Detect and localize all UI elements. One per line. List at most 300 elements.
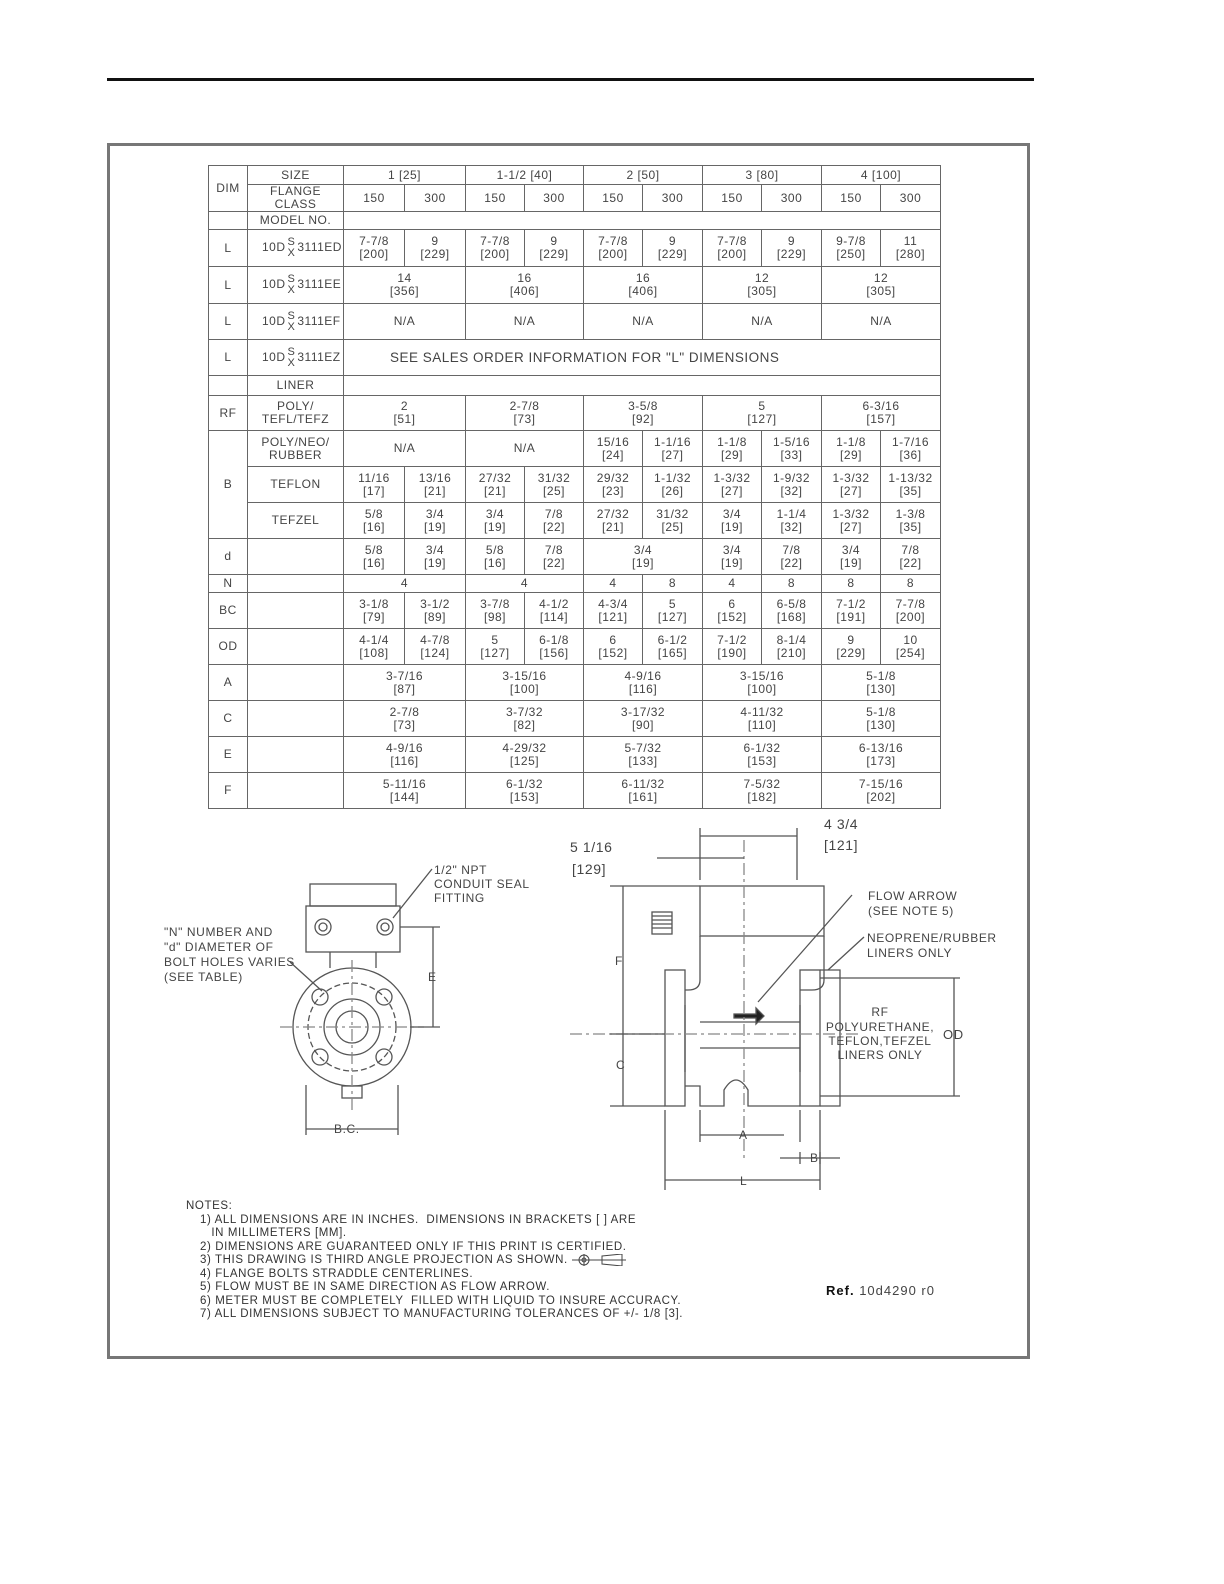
table-cell (466, 267, 584, 304)
cell-line: [200] (598, 247, 628, 261)
blank (248, 701, 344, 737)
dim-od: OD (209, 629, 248, 665)
table-cell: 4 (584, 575, 643, 593)
cell-line: [24] (602, 447, 625, 462)
cell-line: 5 (491, 632, 499, 647)
table-cell (466, 539, 525, 575)
table-cell (881, 629, 941, 665)
dim-od-label: OD (943, 1027, 964, 1042)
table-cell (643, 503, 703, 539)
note-line: 4) FLANGE BOLTS STRADDLE CENTERLINES. (200, 1267, 474, 1280)
dim-d: d (209, 539, 248, 575)
dim-a-label: A (739, 1128, 748, 1142)
cell-line: 14 (397, 271, 412, 285)
dim-e: E (209, 737, 248, 773)
cell-line: 3-7/16 (385, 668, 424, 683)
table-cell (405, 539, 466, 575)
cell-line: 9 (431, 234, 439, 248)
cell-line: 3-1/2 (420, 596, 450, 611)
table-cell (881, 503, 941, 539)
table-cell (466, 701, 584, 737)
bolt-hole (376, 1049, 392, 1065)
table-cell (881, 230, 941, 267)
cell-line: [25] (543, 483, 566, 498)
cell-line: [116] (390, 753, 419, 768)
cell-line: [200] (480, 247, 510, 261)
cell-line: 31/32 (656, 506, 689, 521)
cell-line: 4-3/4 (598, 596, 628, 611)
class-col: 300 (643, 185, 703, 212)
cell-line: 1-1/32 (654, 470, 692, 485)
table-row (209, 267, 941, 304)
cell-line: 7-5/32 (743, 776, 781, 791)
table-row (209, 212, 941, 230)
cell-line: 6-1/2 (657, 632, 688, 647)
table-cell (643, 467, 703, 503)
cell-line: 6-1/32 (505, 776, 544, 791)
cell-line: 13/16 (418, 470, 452, 485)
cell-line: 1-3/32 (713, 470, 751, 485)
cell-line: [173] (866, 753, 896, 768)
blank (248, 737, 344, 773)
table-cell (584, 431, 643, 467)
cell-line: 4-11/32 (740, 704, 784, 719)
cell-line: [130] (866, 681, 896, 696)
cell-line: [161] (628, 789, 658, 804)
dim-f: F (209, 773, 248, 809)
blank (248, 593, 344, 629)
table-cell: 8 (762, 575, 822, 593)
cell-line: 7-7/8 (480, 234, 510, 248)
class-col: 150 (822, 185, 881, 212)
table-cell (525, 593, 584, 629)
cell-line: 10 (903, 632, 918, 647)
table-cell (822, 665, 941, 701)
cell-line: [100] (747, 681, 777, 696)
class-col: 150 (344, 185, 405, 212)
cell-line: [19] (721, 555, 744, 570)
table-row (209, 376, 941, 396)
liner-tefzel: TEFZEL (248, 503, 344, 539)
cell-line: 29/32 (596, 470, 630, 485)
table-cell (881, 593, 941, 629)
table-cell: N/A (822, 304, 941, 340)
cell-line: [114] (539, 609, 569, 624)
cell-line: 9 (787, 234, 796, 248)
cell-line: 3-5/8 (628, 399, 658, 413)
model-number: 10D S X 3111EZ (248, 340, 344, 376)
table-cell: N/A (703, 304, 822, 340)
cell-line: 3-15/16 (502, 668, 547, 683)
cell-line: [26] (661, 483, 684, 498)
cell-line: [191] (836, 609, 866, 624)
cell-line: 5-7/32 (624, 740, 662, 755)
dim-b-label: B (810, 1151, 819, 1165)
cell-line: [200] (359, 247, 389, 261)
table-cell (762, 503, 822, 539)
cell-line: 4-9/16 (385, 740, 424, 755)
cell-line: [305] (866, 284, 896, 298)
table-cell (405, 593, 466, 629)
rf-label-2: POLYURETHANE, (825, 1020, 935, 1034)
table-row (209, 230, 941, 267)
side-housing (700, 886, 824, 936)
cell-line: [33] (780, 447, 803, 462)
cell-line: [108] (359, 645, 389, 660)
cell-line: 5/8 (364, 506, 384, 521)
cell-line: RUBBER (268, 447, 322, 462)
dim-bc-label: B.C. (334, 1122, 360, 1136)
table-cell (344, 593, 405, 629)
table-cell (584, 701, 703, 737)
table-cell (466, 629, 525, 665)
cell-line: 4-29/32 (502, 740, 547, 755)
table-cell (822, 230, 881, 267)
cell-line: [19] (632, 555, 655, 570)
cell-line: [153] (509, 789, 540, 804)
table-cell: N/A (466, 431, 584, 467)
table-cell (525, 503, 584, 539)
bolt-label-3: BOLT HOLES VARIES (164, 955, 295, 969)
table-cell: N/A (344, 431, 466, 467)
table-row (209, 593, 941, 629)
class-col: 300 (762, 185, 822, 212)
table-cell (344, 396, 466, 431)
table-cell (703, 593, 762, 629)
table-cell (762, 539, 822, 575)
table-cell (703, 539, 762, 575)
cell-line: 1-9/32 (773, 470, 811, 485)
cell-line: [200] (895, 609, 926, 624)
cell-line: 1-1/8 (717, 434, 747, 449)
table-cell (703, 503, 762, 539)
dim-n: N (209, 575, 248, 593)
flow-arrow-label-1: FLOW ARROW (868, 889, 958, 903)
table-cell (703, 396, 822, 431)
cell-line: [27] (840, 483, 863, 498)
cell-line: [19] (721, 519, 744, 534)
npt-label-3: FITTING (434, 891, 485, 905)
cell-line: 16 (517, 271, 532, 285)
cell-line: [21] (483, 483, 506, 498)
ref-value: 10d4290 r0 (859, 1283, 935, 1298)
cell-line: 12 (754, 271, 770, 285)
liner-teflon: TEFLON (248, 467, 344, 503)
note-line: 1) ALL DIMENSIONS ARE IN INCHES. DIMENSIONS IN BRACKETS [ ] ARE (200, 1213, 637, 1226)
cell-line: 6-13/16 (858, 740, 904, 755)
cell-line: 3-17/32 (620, 704, 666, 719)
rf-label-3: TEFLON,TEFZEL (828, 1034, 932, 1048)
cell-line: 7-7/8 (359, 234, 389, 248)
table-cell (822, 267, 941, 304)
table-cell (703, 701, 822, 737)
table-cell (584, 503, 643, 539)
table-cell (762, 593, 822, 629)
cell-line: [280] (895, 247, 926, 261)
table-cell (405, 230, 466, 267)
dim-4-3-4: 4 3/4 (824, 816, 859, 832)
cell-line: [36] (899, 447, 922, 462)
cell-line: [210] (776, 645, 807, 660)
cell-line: 5/8 (364, 542, 384, 557)
cell-line: 6 (728, 596, 736, 611)
blank (209, 212, 248, 230)
note-line: 6) METER MUST BE COMPLETELY FILLED WITH LIQUID TO INSURE ACCURACY. (200, 1294, 682, 1307)
table-cell (344, 503, 405, 539)
cell-line: [73] (513, 412, 536, 426)
cell-line: [19] (840, 555, 863, 570)
class-col: 300 (405, 185, 466, 212)
cell-line: POLY/NEO/ (261, 434, 330, 449)
cell-line: 9-7/8 (836, 234, 866, 248)
dim-f-label: F (615, 954, 623, 968)
cell-line: [152] (598, 645, 628, 660)
table-cell (344, 467, 405, 503)
cell-line: 3/4 (841, 542, 861, 557)
table-cell (822, 593, 881, 629)
table-cell: N/A (584, 304, 703, 340)
table-cell (525, 629, 584, 665)
cell-line: 2 (400, 399, 409, 413)
cell-line: [35] (899, 519, 922, 534)
table-cell (466, 503, 525, 539)
table-cell (703, 230, 762, 267)
cell-line: 7-7/8 (895, 596, 926, 611)
dim-l: L (209, 340, 248, 376)
dim-l: L (209, 304, 248, 340)
table-cell (703, 467, 762, 503)
dim-b: B (209, 431, 248, 539)
table-row (209, 304, 941, 340)
table-cell (703, 267, 822, 304)
cell-line: [156] (539, 645, 569, 660)
cell-line: TEFL/TEFZ (261, 412, 330, 426)
cell-line: 9 (550, 234, 558, 248)
cell-line: [27] (840, 519, 863, 534)
table-row (209, 340, 941, 376)
cell-line: [182] (747, 789, 777, 804)
cell-line: 6-1/32 (743, 740, 781, 755)
cell-line: [87] (393, 681, 416, 696)
cell-line: [406] (509, 284, 540, 298)
cell-line: [22] (543, 519, 566, 534)
dim-c-label: C (616, 1058, 626, 1072)
cell-line: [21] (423, 483, 446, 498)
liner-header: LINER (248, 376, 344, 396)
table-cell (822, 396, 941, 431)
sales-order-note: SEE SALES ORDER INFORMATION FOR "L" DIMENSIONS (344, 340, 941, 376)
dim-l-label: L (740, 1174, 748, 1188)
table-row (209, 431, 941, 467)
cell-line: [22] (899, 555, 922, 570)
npt-label-2: CONDUIT SEAL (434, 877, 530, 891)
size-col: 1 [25] (344, 166, 466, 185)
blank (344, 376, 941, 396)
flange-class-header: FLANGE CLASS (248, 185, 344, 212)
cell-line: 2-7/8 (509, 399, 540, 413)
reference-number (826, 1283, 935, 1298)
size-col: 2 [50] (584, 166, 703, 185)
cell-line: 1-3/32 (832, 506, 870, 521)
table-cell (822, 737, 941, 773)
cell-line: 7-7/8 (717, 234, 747, 248)
table-row (209, 166, 941, 185)
table-cell (344, 267, 466, 304)
end-view (280, 869, 440, 1135)
bolt-label-2: "d" DIAMETER OF (164, 940, 274, 954)
class-col: 300 (881, 185, 941, 212)
table-row (209, 665, 941, 701)
table-cell (344, 701, 466, 737)
table-cell (584, 665, 703, 701)
table-cell: N/A (466, 304, 584, 340)
dim-bc: BC (209, 593, 248, 629)
table-row (209, 185, 941, 212)
model-number: 10D S X 3111ED (248, 230, 344, 267)
cell-line: 27/32 (478, 470, 512, 485)
cell-line: 7/8 (901, 542, 920, 557)
cell-line: [127] (480, 645, 510, 660)
cell-line: [250] (836, 247, 866, 261)
notes-title: NOTES: (186, 1200, 233, 1212)
cell-line: 6-5/8 (776, 596, 807, 611)
dim-e-label: E (428, 970, 437, 984)
cell-line: [89] (423, 609, 446, 624)
table-cell (466, 737, 584, 773)
table-cell (703, 629, 762, 665)
model-number: 10D S X 3111EF (248, 304, 344, 340)
table-cell (466, 230, 525, 267)
cell-line: [92] (632, 412, 655, 426)
table-cell (822, 467, 881, 503)
dim-l: L (209, 230, 248, 267)
dim-121: [121] (824, 837, 859, 853)
dim-header: DIM (209, 166, 248, 212)
note-line: 7) ALL DIMENSIONS SUBJECT TO MANUFACTURING TOLERANCES OF +/- 1/8 [3]. (200, 1308, 684, 1321)
cell-line: [133] (628, 753, 658, 768)
ref-label: Ref. (826, 1283, 855, 1298)
table-row (209, 575, 941, 593)
cell-line: 7-1/2 (717, 632, 747, 647)
model-number: 10D S X 3111EE (248, 267, 344, 304)
table-row (209, 503, 941, 539)
cell-line: 1-13/32 (888, 470, 933, 485)
cell-line: 7/8 (544, 506, 564, 521)
table-cell: 8 (881, 575, 941, 593)
cell-line: [127] (657, 609, 688, 624)
cell-line: 9 (668, 234, 677, 248)
note-line: 2) DIMENSIONS ARE GUARANTEED ONLY IF THIS PRINT IS CERTIFIED. (200, 1240, 627, 1253)
cell-line: 1-7/16 (892, 434, 930, 449)
cell-line: [229] (836, 645, 866, 660)
cell-line: 3/4 (485, 506, 505, 521)
dim-rf: RF (209, 396, 248, 431)
dim-5-1-16: 5 1/16 (570, 839, 613, 855)
size-col: 3 [80] (703, 166, 822, 185)
table-cell (584, 629, 643, 665)
table-cell (881, 467, 941, 503)
cell-line: [124] (420, 645, 450, 660)
housing-top (310, 884, 396, 906)
cell-line: [229] (420, 247, 450, 261)
cell-line: [254] (895, 645, 926, 660)
cell-line: [22] (780, 555, 803, 570)
cell-line: [125] (509, 753, 540, 768)
bolt-label-1: "N" NUMBER AND (164, 925, 273, 939)
cell-line: [190] (717, 645, 747, 660)
cell-line: 4-1/2 (539, 596, 569, 611)
blank (248, 665, 344, 701)
table-row (209, 629, 941, 665)
table-cell (703, 665, 822, 701)
blank (248, 575, 344, 593)
table-cell (822, 539, 881, 575)
table-row (209, 467, 941, 503)
cell-line: 4-7/8 (420, 632, 450, 647)
cell-line: 9 (847, 632, 855, 647)
notes-block (186, 1200, 683, 1322)
cell-line: [229] (776, 247, 807, 261)
table-cell (762, 467, 822, 503)
table-cell (466, 467, 525, 503)
cell-line: [23] (602, 483, 625, 498)
table-cell (762, 629, 822, 665)
cell-line: 3-15/16 (739, 668, 785, 683)
cell-line: 1-1/16 (654, 434, 692, 449)
cell-line: 7-15/16 (858, 776, 904, 791)
table-cell (643, 629, 703, 665)
table-cell (344, 539, 405, 575)
cell-line: 5-1/8 (866, 704, 896, 719)
table-cell (525, 230, 584, 267)
blank (209, 376, 248, 396)
header-rule (107, 78, 1034, 81)
liner-poly-tefl (248, 396, 344, 431)
size-header: SIZE (248, 166, 344, 185)
cell-line: [121] (598, 609, 628, 624)
cell-line: POLY/ (277, 399, 314, 413)
cell-line: 3/4 (722, 542, 742, 557)
table-cell (643, 230, 703, 267)
table-cell (344, 230, 405, 267)
cell-line: 3/4 (425, 542, 445, 557)
class-col: 300 (525, 185, 584, 212)
class-col: 150 (584, 185, 643, 212)
side-view (570, 828, 960, 1190)
table-cell (344, 629, 405, 665)
cell-line: [98] (483, 609, 506, 624)
liner-poly-neo (248, 431, 344, 467)
cell-line: 8-1/4 (776, 632, 807, 647)
rf-label-1: RF (871, 1005, 889, 1019)
cell-line: [51] (393, 412, 416, 426)
cell-line: [22] (543, 555, 566, 570)
table-cell (584, 230, 643, 267)
table-row (209, 701, 941, 737)
bolt-hole (376, 989, 392, 1005)
cell-line: 1-3/32 (832, 470, 870, 485)
cell-line: [79] (362, 609, 385, 624)
table-cell (405, 467, 466, 503)
cell-line: 3/4 (633, 542, 653, 557)
cell-line: 7/8 (782, 542, 801, 557)
cell-line: 4-9/16 (624, 668, 662, 683)
cell-line: [35] (899, 483, 922, 498)
dim-129: [129] (572, 861, 607, 877)
size-col: 1-1/2 [40] (466, 166, 584, 185)
cell-line: 6-1/8 (539, 632, 569, 647)
cell-line: 2-7/8 (389, 704, 420, 719)
